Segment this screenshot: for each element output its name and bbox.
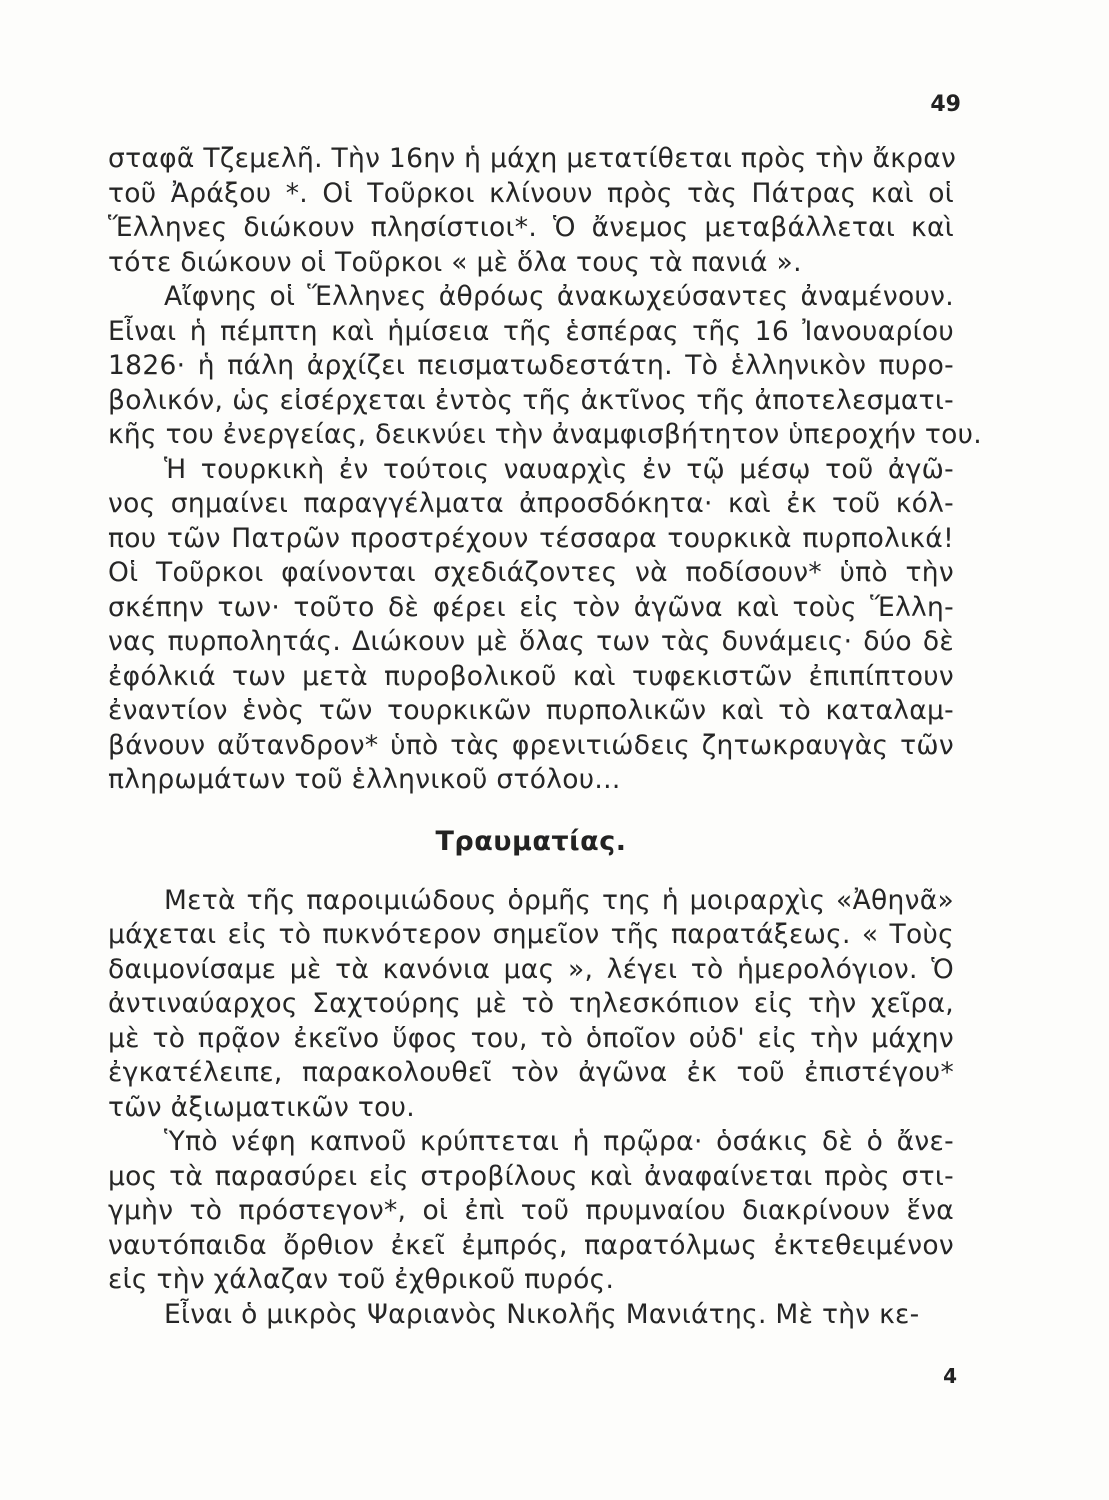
text-line: Ἡ τουρκικὴ ἐν τούτοις ναυαρχὶς ἐν τῷ μέσῳ τοῦ ἀγῶ-: [164, 453, 954, 485]
text-line: σκέπην των· τοῦτο δὲ φέρει εἰς τὸν ἀγῶνα καὶ τοὺς Ἕλλη-: [108, 591, 954, 623]
text-line: Εἶναι ἡ πέμπτη καὶ ἡμίσεια τῆς ἑσπέρας τῆς 16 Ἰανουαρίου: [108, 315, 954, 347]
text-line: μάχεται εἰς τὸ πυκνότερον σημεῖον τῆς παρατάξεως. « Τοὺς: [108, 919, 954, 950]
paragraph: [108, 280, 982, 453]
page-number: 49: [930, 92, 961, 117]
text-line: κῆς του ἐνεργείας, δεικνύει τὴν ἀναμφισβήτητον ὑπεροχήν του.: [108, 419, 982, 450]
paragraph: [108, 142, 957, 280]
text-line: σταφᾶ Τζεμελῆ. Τὴν 16ην ἡ μάχη μετατίθεται πρὸς τὴν ἄκραν: [108, 143, 957, 174]
section-title: Τραυματίας.: [435, 825, 627, 857]
signature-mark: 4: [943, 1364, 957, 1388]
text-line: Αἴφνης οἱ Ἕλληνες ἀθρόως ἀνακωχεύσαντες ἀναμένουν.: [164, 281, 954, 312]
text-line: μος τὰ παρασύρει εἰς στροβίλους καὶ ἀναφαίνεται πρὸς στι-: [108, 1160, 954, 1192]
text-line: ἀντιναύαρχος Σαχτούρης μὲ τὸ τηλεσκόπιον εἰς τὴν χεῖρα,: [108, 988, 954, 1019]
text-line: ἐφόλκιά των μετὰ πυροβολικοῦ καὶ τυφεκιστῶν ἐπιπίπτουν: [108, 660, 954, 692]
text-line: Εἶναι ὁ μικρὸς Ψαριανὸς Νικολῆς Μανιάτης. Μὲ τὴν κε-: [164, 1298, 920, 1330]
text-line: Ἕλληνες διώκουν πλησίστιοι*. Ὁ ἄνεμος μεταβάλλεται καὶ: [108, 212, 954, 243]
text-line: ναυτόπαιδα ὄρθιον ἐκεῖ ἐμπρός, παρατόλμως ἐκτεθειμένον: [108, 1229, 954, 1261]
paragraph: [108, 1125, 954, 1298]
text-line: ἐγκατέλειπε, παρακολουθεῖ τὸν ἀγῶνα ἐκ τοῦ ἐπιστέγου*: [108, 1057, 954, 1088]
text-line: γμὴν τὸ πρόστεγον*, οἱ ἐπὶ τοῦ πρυμναίου διακρίνουν ἕνα: [108, 1195, 954, 1226]
body-text: [108, 142, 982, 1332]
text-line: τότε διώκουν οἱ Τοῦρκοι « μὲ ὅλα τους τὰ πανιά ».: [108, 246, 802, 278]
text-line: νος σημαίνει παραγγέλματα ἀπροσδόκητα· καὶ ἐκ τοῦ κόλ-: [108, 488, 954, 519]
text-line: δαιμονίσαμε μὲ τὰ κανόνια μας », λέγει τὸ ἡμερολόγιον. Ὁ: [108, 953, 954, 985]
text-line: βάνουν αὔτανδρον* ὑπὸ τὰς φρενιτιώδεις ζητωκραυγὰς τῶν: [108, 729, 954, 761]
text-after-section: [108, 884, 954, 1333]
text-line: μὲ τὸ πρᾷον ἐκεῖνο ὕφος του, τὸ ὁποῖον οὐδ' εἰς τὴν μάχην: [108, 1022, 954, 1054]
text-line: Μετὰ τῆς παροιμιώδους ὁρμῆς της ἡ μοιραρχὶς «Ἀθηνᾶ»: [164, 884, 954, 916]
text-before-section: [108, 142, 982, 798]
text-line: εἰς τὴν χάλαζαν τοῦ ἐχθρικοῦ πυρός.: [108, 1264, 615, 1295]
paragraph: [108, 884, 954, 1126]
paragraph: [108, 1298, 954, 1333]
paragraph: [108, 453, 954, 798]
text-line: που τῶν Πατρῶν προστρέχουν τέσσαρα τουρκικὰ πυρπολικά!: [108, 522, 954, 554]
text-line: Ὑπὸ νέφη καπνοῦ κρύπτεται ἡ πρῷρα· ὁσάκις δὲ ὁ ἄνε-: [164, 1126, 954, 1157]
text-line: τῶν ἀξιωματικῶν του.: [108, 1091, 415, 1123]
text-line: ἐναντίον ἑνὸς τῶν τουρκικῶν πυρπολικῶν καὶ τὸ καταλαμ-: [108, 695, 954, 726]
text-line: νας πυρπολητάς. Διώκουν μὲ ὅλας των τὰς δυνάμεις· δύο δὲ: [108, 626, 954, 657]
text-line: Οἱ Τοῦρκοι φαίνονται σχεδιάζοντες νὰ ποδίσουν* ὑπὸ τὴν: [108, 557, 954, 588]
text-line: τοῦ Ἀράξου *. Οἱ Τοῦρκοι κλίνουν πρὸς τὰς Πάτρας καὶ οἱ: [108, 177, 954, 209]
text-line: πληρωμάτων τοῦ ἑλληνικοῦ στόλου...: [108, 764, 621, 795]
text-line: 1826· ἡ πάλη ἀρχίζει πεισματωδεστάτη. Τὸ ἑλληνικὸν πυρο-: [108, 350, 954, 381]
text-line: βολικόν, ὡς εἰσέρχεται ἐντὸς τῆς ἀκτῖνος τῆς ἀποτελεσματι-: [108, 384, 954, 416]
